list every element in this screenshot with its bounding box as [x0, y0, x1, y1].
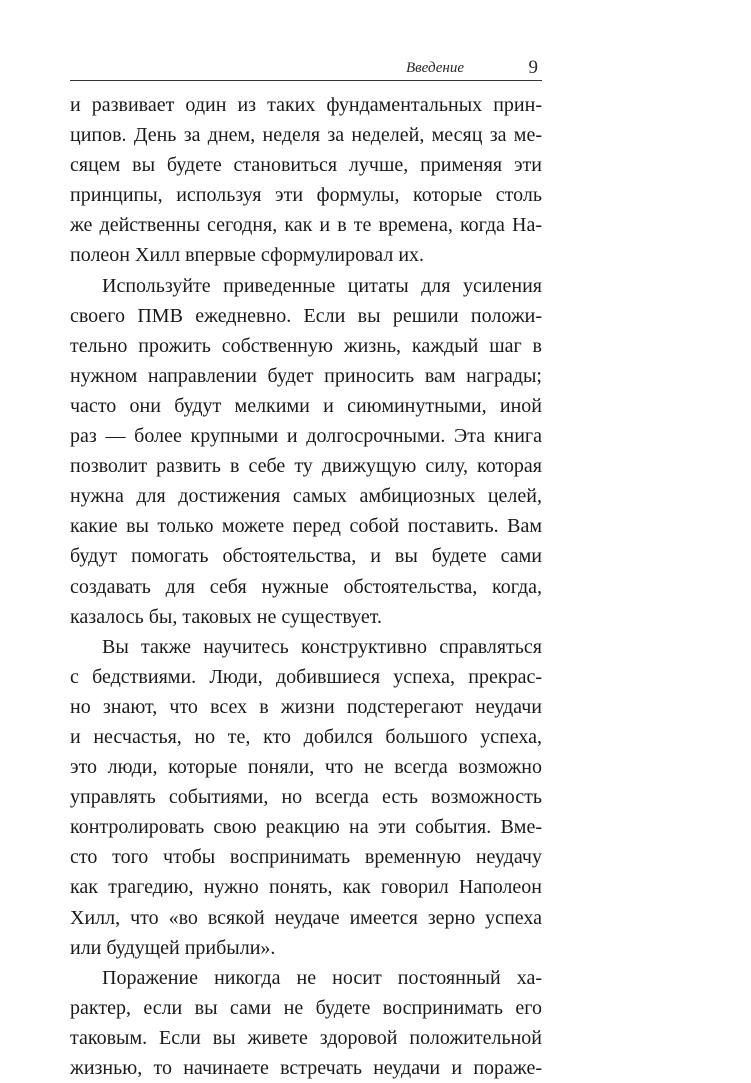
text-line: раз — более крупными и долгосрочными. Эта книга — [70, 425, 542, 448]
text-line: управлять событиями, но всегда есть возможность — [70, 786, 542, 809]
text-line: и несчастья, но те, кто добился большого успеха, — [70, 725, 542, 748]
text-line: ципов. День за днем, неделя за неделей, месяц за ме- — [70, 124, 542, 147]
text-line: или будущей прибыли». — [70, 936, 276, 959]
text-line: с бедствиями. Люди, добившиеся успеха, прекрас- — [70, 665, 542, 688]
text-line: сяцем вы будете становиться лучше, применяя эти — [70, 154, 542, 177]
text-line: нужна для достижения самых амбициозных целей, — [70, 485, 542, 508]
running-header — [70, 58, 542, 81]
text-line: казалось бы, таковых не существует. — [70, 605, 382, 628]
text-line: Используйте приведенные цитаты для усиления — [102, 274, 542, 297]
text-line: позволит развить в себе ту движущую силу, которая — [70, 455, 542, 478]
paragraph-1 — [70, 90, 542, 271]
text-line: это люди, которые поняли, что не всегда возможно — [70, 756, 542, 779]
text-line: полеон Хилл впервые сформулировал их. — [70, 244, 425, 267]
text-line: контролировать свою реакцию на эти события. Вме- — [70, 816, 542, 839]
text-line: но знают, что всех в жизни подстерегают неудачи — [70, 695, 542, 718]
page-number: 9 — [528, 57, 538, 78]
text-line: часто они будут мелкими и сиюминутными, иной — [70, 394, 542, 417]
body-text — [70, 90, 542, 1083]
text-line: сто того чтобы воспринимать временную неудачу — [70, 846, 542, 869]
paragraph-2 — [70, 271, 542, 632]
text-line: таковым. Если вы живете здоровой положительной — [70, 1026, 542, 1049]
text-line: рактер, если вы сами не будете воспринимать его — [70, 996, 542, 1019]
text-line: Хилл, что «во всякой неудаче имеется зерно успеха — [70, 906, 542, 929]
text-line: создавать для себя нужные обстоятельства, когда, — [70, 575, 542, 598]
section-title: Введение — [406, 60, 464, 76]
paragraph-3 — [70, 632, 542, 963]
text-line: какие вы только можете перед собой поставить. Вам — [70, 515, 542, 538]
text-line: Вы также научитесь конструктивно справляться — [102, 635, 542, 658]
text-line: Поражение никогда не носит постоянный ха- — [102, 966, 542, 989]
text-line: тельно прожить собственную жизнь, каждый шаг в — [70, 334, 542, 357]
text-line: же действенны сегодня, как и в те времена, когда На- — [70, 214, 542, 237]
text-line: как трагедию, нужно понять, как говорил Наполеон — [70, 876, 542, 899]
text-line: и развивает один из таких фундаментальных прин- — [70, 94, 542, 116]
text-line: принципы, используя эти формулы, которые столь — [70, 184, 542, 207]
text-line: своего ПМВ ежедневно. Если вы решили положи- — [70, 304, 542, 327]
text-line: жизнью, то начинаете встречать неудачи и пораже- — [70, 1057, 542, 1079]
paragraph-4 — [70, 963, 542, 1083]
text-line: будут помогать обстоятельства, и вы будете сами — [70, 545, 542, 568]
text-line: нужном направлении будет приносить вам награды; — [70, 364, 542, 387]
